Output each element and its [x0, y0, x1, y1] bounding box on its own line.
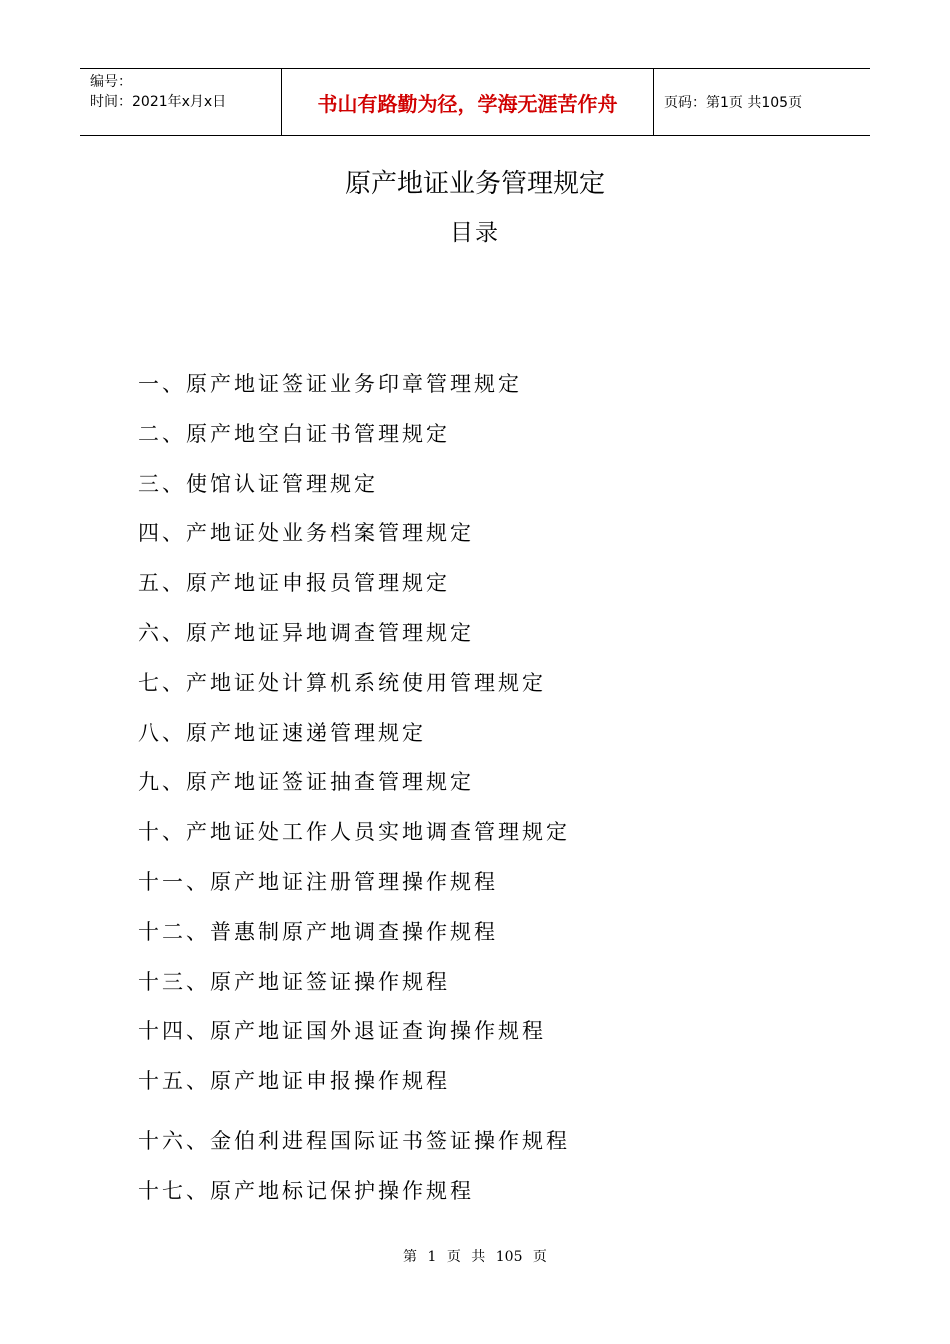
toc-item: 三、使馆认证管理规定: [138, 471, 378, 496]
time-label: 时间：2021年x月x日: [90, 94, 227, 110]
toc-item: 二、原产地空白证书管理规定: [138, 421, 450, 446]
document-subtitle: 目录: [450, 220, 500, 246]
table-of-contents: [138, 366, 570, 1223]
toc-item: 七、产地证处计算机系统使用管理规定: [138, 670, 546, 695]
toc-item: 十四、原产地证国外退证查询操作规程: [138, 1019, 546, 1044]
toc-item: 十二、普惠制原产地调查操作规程: [138, 919, 498, 944]
header-motto: 书山有路勤为径，学海无涯苦作舟: [282, 69, 654, 135]
toc-item: 一、原产地证签证业务印章管理规定: [138, 372, 522, 396]
page-header: [80, 68, 870, 136]
toc-item: 十、产地证处工作人员实地调查管理规定: [138, 820, 570, 845]
toc-item: 十五、原产地证申报操作规程: [138, 1069, 450, 1094]
toc-item: 十七、原产地标记保护操作规程: [138, 1178, 474, 1203]
header-page-info: 页码：第1页 共105页: [664, 95, 803, 111]
toc-item: 十六、金伯利进程国际证书签证操作规程: [138, 1128, 570, 1153]
page-footer: 第 1 页 共 105 页: [403, 1249, 547, 1265]
header-meta: [80, 69, 282, 135]
toc-item: 六、原产地证异地调查管理规定: [138, 620, 474, 645]
toc-item: 十三、原产地证签证操作规程: [138, 969, 450, 994]
toc-item: 八、原产地证速递管理规定: [138, 720, 426, 745]
toc-item: 九、原产地证签证抽查管理规定: [138, 770, 474, 795]
number-label: 编号：: [90, 74, 132, 90]
toc-item: 四、产地证处业务档案管理规定: [138, 521, 474, 546]
document-title: 原产地证业务管理规定: [344, 169, 605, 199]
toc-item: 五、原产地证申报员管理规定: [138, 571, 450, 596]
toc-item: 十一、原产地证注册管理操作规程: [138, 869, 498, 894]
